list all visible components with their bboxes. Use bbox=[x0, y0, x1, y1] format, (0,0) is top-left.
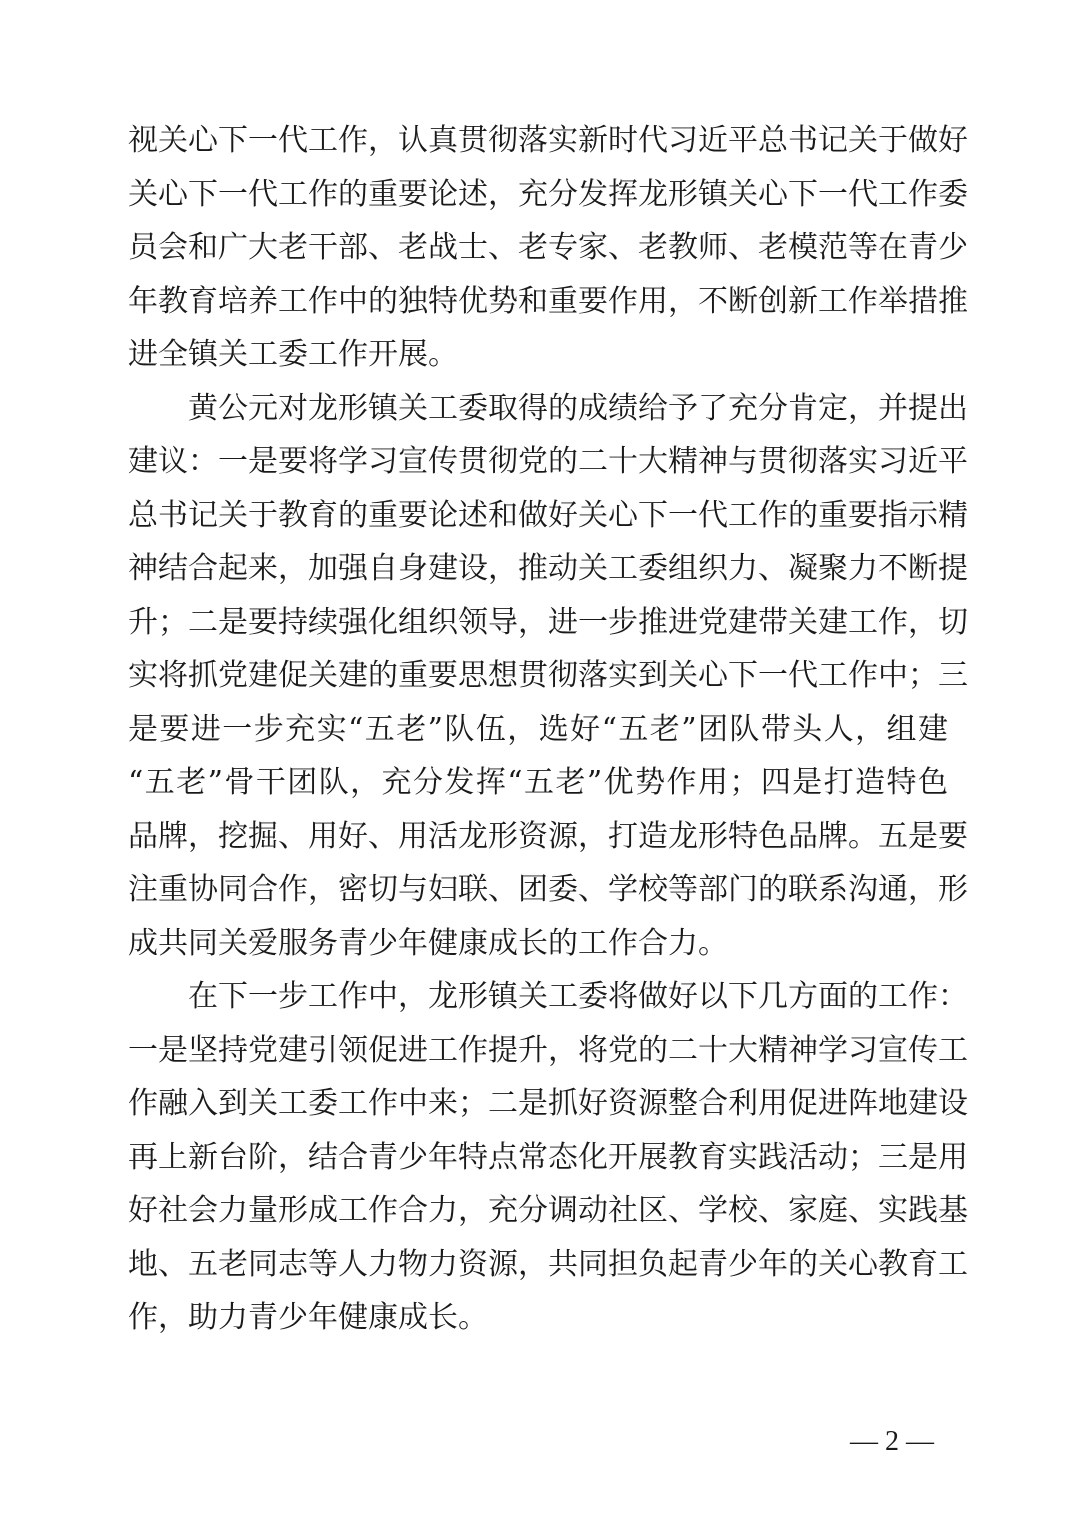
text-line: 成共同关爱服务青少年健康成长的工作合力。 bbox=[128, 925, 728, 961]
text-line: 地、五老同志等人力物力资源，共同担负起青少年的关心教育工 bbox=[128, 1246, 968, 1282]
text-line: 注重协同合作，密切与妇联、团委、学校等部门的联系沟通，形 bbox=[128, 872, 968, 907]
text-line: 总书记关于教育的重要论述和做好关心下一代工作的重要指示精 bbox=[128, 497, 968, 533]
text-line: 建议：一是要将学习宣传贯彻党的二十大精神与贯彻落实习近平 bbox=[128, 444, 968, 479]
body-text bbox=[128, 114, 968, 1345]
paragraph bbox=[128, 114, 968, 382]
text-line: 作融入到关工委工作中来；二是抓好资源整合利用促进阵地建设 bbox=[128, 1086, 968, 1121]
text-line: 在下一步工作中，龙形镇关工委将做好以下几方面的工作： bbox=[188, 979, 968, 1014]
text-line: 再上新台阶，结合青少年特点常态化开展教育实践活动；三是用 bbox=[128, 1139, 968, 1175]
text-line: 关心下一代工作的重要论述，充分发挥龙形镇关心下一代工作委 bbox=[128, 176, 968, 212]
text-line: 品牌，挖掘、用好、用活龙形资源，打造龙形特色品牌。五是要 bbox=[128, 818, 968, 854]
text-line: 进全镇关工委工作开展。 bbox=[128, 337, 458, 372]
text-line: 一是坚持党建引领促进工作提升，将党的二十大精神学习宣传工 bbox=[128, 1032, 968, 1068]
text-line: 是要进一步充实“五老”队伍，选好“五老”团队带头人，组建 bbox=[128, 711, 948, 747]
text-line: “五老”骨干团队，充分发挥“五老”优势作用；四是打造特色 bbox=[128, 765, 948, 800]
text-line: 好社会力量形成工作合力，充分调动社区、学校、家庭、实践基 bbox=[128, 1193, 968, 1228]
paragraph bbox=[128, 382, 968, 971]
text-line: 视关心下一代工作，认真贯彻落实新时代习近平总书记关于做好 bbox=[128, 123, 968, 158]
text-line: 实将抓党建促关建的重要思想贯彻落实到关心下一代工作中；三 bbox=[128, 658, 968, 693]
text-line: 神结合起来，加强自身建设，推动关工委组织力、凝聚力不断提 bbox=[128, 551, 968, 586]
text-line: 升；二是要持续强化组织领导，进一步推进党建带关建工作，切 bbox=[128, 604, 968, 640]
text-line: 年教育培养工作中的独特优势和重要作用，不断创新工作举措推 bbox=[128, 283, 968, 319]
page-number: — 2 — bbox=[850, 1426, 934, 1457]
text-line: 员会和广大老干部、老战士、老专家、老教师、老模范等在青少 bbox=[128, 230, 968, 265]
text-line: 黄公元对龙形镇关工委取得的成绩给予了充分肯定，并提出 bbox=[188, 390, 968, 426]
paragraph bbox=[128, 970, 968, 1345]
text-line: 作，助力青少年健康成长。 bbox=[128, 1300, 488, 1335]
